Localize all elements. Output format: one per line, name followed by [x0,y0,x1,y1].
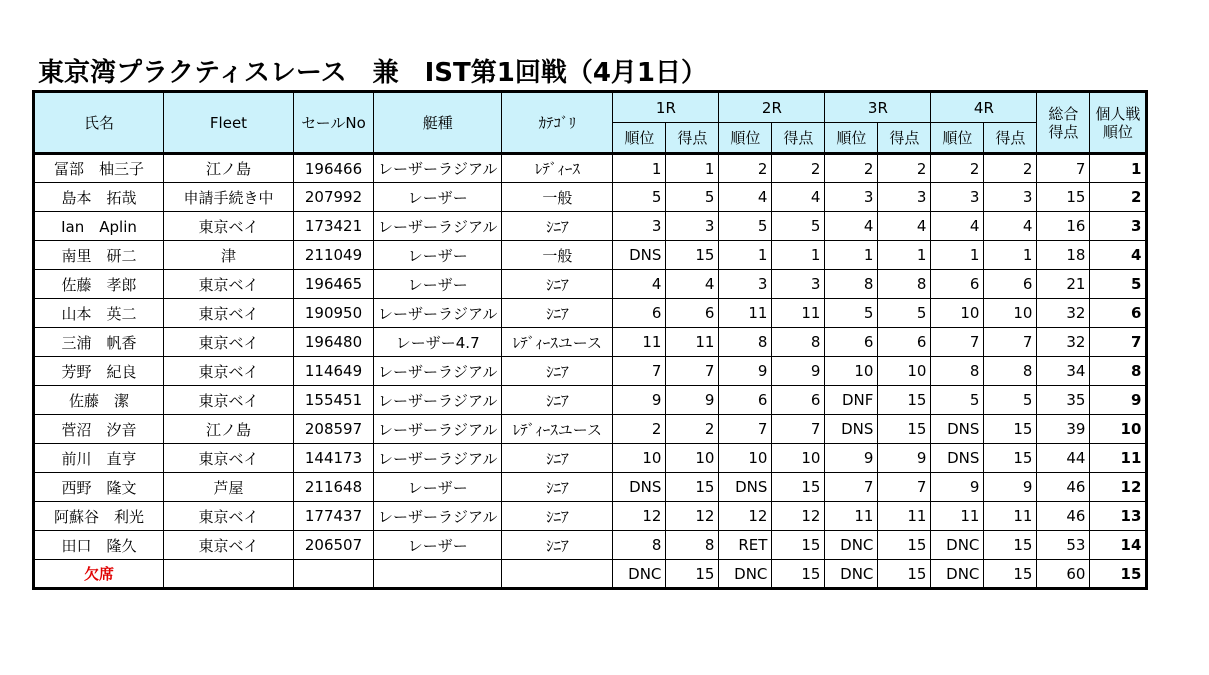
cell-name: 田口 隆久 [34,531,164,560]
cell-race-2-rank: DNC [719,560,772,589]
cell-total: 44 [1037,444,1090,473]
cell-race-2-points: 8 [772,328,825,357]
cell-race-2-rank: 1 [719,241,772,270]
cell-race-2-points: 1 [772,241,825,270]
cell-total: 32 [1037,299,1090,328]
header-r3-rank: 順位 [825,123,878,154]
header-boat-class: 艇種 [374,92,502,154]
cell-race-4-rank: 4 [931,212,984,241]
cell-name: 阿蘇谷 利光 [34,502,164,531]
cell-race-1-rank: 11 [613,328,666,357]
cell-race-1-rank: 3 [613,212,666,241]
cell-race-4-rank: DNS [931,415,984,444]
table-row [34,473,1147,502]
cell-race-2-points: 15 [772,560,825,589]
cell-race-1-rank: 1 [613,154,666,183]
cell-race-1-rank: 7 [613,357,666,386]
cell-race-2-rank: 11 [719,299,772,328]
cell-individual-rank: 9 [1090,386,1147,415]
cell-race-2-points: 7 [772,415,825,444]
cell-race-4-points: 4 [984,212,1037,241]
cell-name: 前川 直亨 [34,444,164,473]
cell-boat-class: レーザー4.7 [374,328,502,357]
cell-race-3-points: 10 [878,357,931,386]
table-row [34,299,1147,328]
cell-fleet: 東京ベイ [164,270,294,299]
cell-race-1-rank: 12 [613,502,666,531]
cell-race-2-points: 6 [772,386,825,415]
cell-fleet: 東京ベイ [164,444,294,473]
cell-race-3-rank: DNC [825,560,878,589]
cell-race-3-points: 1 [878,241,931,270]
cell-race-1-rank: 10 [613,444,666,473]
cell-race-1-points: 3 [666,212,719,241]
cell-race-4-rank: 1 [931,241,984,270]
cell-category: 一般 [502,183,613,212]
cell-race-1-points: 4 [666,270,719,299]
cell-race-2-points: 10 [772,444,825,473]
header-individual-line2: 順位 [1102,122,1133,141]
cell-race-4-points: 11 [984,502,1037,531]
cell-total: 32 [1037,328,1090,357]
cell-fleet: 江ノ島 [164,154,294,183]
cell-race-2-rank: 8 [719,328,772,357]
cell-race-2-rank: 6 [719,386,772,415]
table-row [34,241,1147,270]
cell-race-1-rank: 2 [613,415,666,444]
cell-fleet: 芦屋 [164,473,294,502]
cell-name: 島本 拓哉 [34,183,164,212]
cell-fleet: 江ノ島 [164,415,294,444]
cell-individual-rank: 3 [1090,212,1147,241]
cell-sail-no: 196480 [294,328,374,357]
cell-race-1-points: 15 [666,560,719,589]
cell-race-2-points: 5 [772,212,825,241]
cell-individual-rank: 13 [1090,502,1147,531]
cell-boat-class: レーザー [374,270,502,299]
cell-boat-class: レーザー [374,183,502,212]
cell-race-4-rank: 11 [931,502,984,531]
cell-race-2-rank: DNS [719,473,772,502]
header-name: 氏名 [34,92,164,154]
cell-race-4-rank: 5 [931,386,984,415]
cell-name: 芳野 紀良 [34,357,164,386]
cell-race-3-points: 5 [878,299,931,328]
cell-boat-class: レーザーラジアル [374,415,502,444]
cell-race-1-rank: 8 [613,531,666,560]
cell-individual-rank: 14 [1090,531,1147,560]
cell-race-4-rank: DNS [931,444,984,473]
cell-name: 欠席 [34,560,164,589]
cell-race-4-rank: DNC [931,560,984,589]
cell-boat-class: レーザーラジアル [374,212,502,241]
cell-race-3-points: 7 [878,473,931,502]
table-row [34,386,1147,415]
header-individual-rank [1090,92,1147,154]
cell-fleet [164,560,294,589]
cell-race-4-rank: 6 [931,270,984,299]
cell-race-3-rank: 4 [825,212,878,241]
cell-sail-no: 155451 [294,386,374,415]
cell-race-3-points: 15 [878,386,931,415]
header-category: ｶﾃｺﾞﾘ [502,92,613,154]
cell-race-4-rank: 9 [931,473,984,502]
cell-total: 7 [1037,154,1090,183]
cell-category: ｼﾆｱ [502,357,613,386]
table-row [34,357,1147,386]
cell-race-4-points: 8 [984,357,1037,386]
table-row [34,328,1147,357]
cell-boat-class: レーザーラジアル [374,444,502,473]
table-row [34,531,1147,560]
cell-individual-rank: 4 [1090,241,1147,270]
cell-race-1-points: 10 [666,444,719,473]
table-row [34,270,1147,299]
cell-individual-rank: 7 [1090,328,1147,357]
cell-individual-rank: 1 [1090,154,1147,183]
cell-race-3-points: 15 [878,531,931,560]
cell-name: 西野 隆文 [34,473,164,502]
cell-race-2-points: 15 [772,473,825,502]
header-r2-rank: 順位 [719,123,772,154]
cell-race-4-rank: DNC [931,531,984,560]
header-race-2: 2R [719,92,825,123]
cell-total: 15 [1037,183,1090,212]
table-header [34,92,1147,154]
cell-category: ﾚﾃﾞｨｰｽユース [502,415,613,444]
header-total-line1: 総合 [1048,104,1079,123]
cell-race-1-points: 12 [666,502,719,531]
cell-individual-rank: 6 [1090,299,1147,328]
cell-race-2-rank: 10 [719,444,772,473]
header-race-3: 3R [825,92,931,123]
cell-individual-rank: 8 [1090,357,1147,386]
cell-race-2-points: 3 [772,270,825,299]
cell-name: 冨部 柚三子 [34,154,164,183]
cell-race-2-rank: 12 [719,502,772,531]
cell-race-4-points: 2 [984,154,1037,183]
cell-race-2-rank: 3 [719,270,772,299]
header-total [1037,92,1090,154]
cell-race-1-points: 6 [666,299,719,328]
cell-race-3-rank: 10 [825,357,878,386]
cell-total: 35 [1037,386,1090,415]
cell-race-1-points: 2 [666,415,719,444]
cell-total: 46 [1037,502,1090,531]
cell-race-2-points: 15 [772,531,825,560]
cell-individual-rank: 2 [1090,183,1147,212]
cell-fleet: 津 [164,241,294,270]
cell-fleet: 東京ベイ [164,531,294,560]
cell-sail-no: 144173 [294,444,374,473]
cell-category: ｼﾆｱ [502,444,613,473]
cell-race-4-points: 5 [984,386,1037,415]
cell-race-2-rank: 2 [719,154,772,183]
cell-boat-class: レーザーラジアル [374,357,502,386]
cell-race-1-rank: DNS [613,473,666,502]
cell-boat-class: レーザー [374,473,502,502]
cell-race-3-points: 8 [878,270,931,299]
header-sail-no: セールNo [294,92,374,154]
header-fleet: Fleet [164,92,294,154]
cell-sail-no: 211049 [294,241,374,270]
cell-race-3-rank: 11 [825,502,878,531]
cell-race-4-points: 3 [984,183,1037,212]
cell-race-3-points: 3 [878,183,931,212]
cell-boat-class: レーザーラジアル [374,154,502,183]
cell-boat-class: レーザー [374,531,502,560]
cell-race-2-rank: RET [719,531,772,560]
cell-race-4-rank: 2 [931,154,984,183]
cell-sail-no: 177437 [294,502,374,531]
cell-individual-rank: 5 [1090,270,1147,299]
cell-race-3-rank: 5 [825,299,878,328]
header-r2-points: 得点 [772,123,825,154]
cell-race-1-rank: DNS [613,241,666,270]
cell-race-2-points: 2 [772,154,825,183]
cell-category: ｼﾆｱ [502,502,613,531]
header-total-line2: 得点 [1048,122,1079,141]
cell-sail-no: 208597 [294,415,374,444]
cell-race-1-rank: 5 [613,183,666,212]
table-row [34,502,1147,531]
cell-race-3-points: 4 [878,212,931,241]
cell-category: ｼﾆｱ [502,299,613,328]
cell-total: 34 [1037,357,1090,386]
header-race-1: 1R [613,92,719,123]
cell-race-1-points: 11 [666,328,719,357]
header-r1-points: 得点 [666,123,719,154]
cell-race-1-points: 7 [666,357,719,386]
cell-race-4-rank: 7 [931,328,984,357]
cell-total: 21 [1037,270,1090,299]
cell-race-2-rank: 5 [719,212,772,241]
cell-category: ｼﾆｱ [502,386,613,415]
cell-race-4-points: 10 [984,299,1037,328]
cell-sail-no: 206507 [294,531,374,560]
cell-race-1-rank: 9 [613,386,666,415]
cell-race-4-points: 15 [984,444,1037,473]
cell-name: 三浦 帆香 [34,328,164,357]
cell-individual-rank: 12 [1090,473,1147,502]
cell-race-4-points: 15 [984,531,1037,560]
cell-race-3-rank: 9 [825,444,878,473]
cell-individual-rank: 10 [1090,415,1147,444]
cell-category: ｼﾆｱ [502,270,613,299]
cell-race-2-rank: 9 [719,357,772,386]
cell-race-1-points: 9 [666,386,719,415]
cell-name: Ian Aplin [34,212,164,241]
header-r4-rank: 順位 [931,123,984,154]
cell-race-4-points: 15 [984,415,1037,444]
header-r1-rank: 順位 [613,123,666,154]
cell-sail-no: 196465 [294,270,374,299]
table-body [34,154,1147,589]
cell-category: ﾚﾃﾞｨｰｽユース [502,328,613,357]
cell-category: ﾚﾃﾞｨｰｽ [502,154,613,183]
cell-race-2-points: 12 [772,502,825,531]
cell-race-3-points: 15 [878,415,931,444]
header-r3-points: 得点 [878,123,931,154]
cell-race-1-points: 8 [666,531,719,560]
cell-race-3-rank: 1 [825,241,878,270]
cell-race-3-rank: 2 [825,154,878,183]
cell-name: 南里 研二 [34,241,164,270]
cell-boat-class: レーザー [374,241,502,270]
cell-race-1-points: 5 [666,183,719,212]
cell-sail-no [294,560,374,589]
cell-fleet: 申請手続き中 [164,183,294,212]
cell-total: 18 [1037,241,1090,270]
cell-race-3-rank: DNC [825,531,878,560]
cell-total: 53 [1037,531,1090,560]
cell-total: 39 [1037,415,1090,444]
cell-race-4-rank: 3 [931,183,984,212]
table-row [34,444,1147,473]
cell-race-2-rank: 7 [719,415,772,444]
cell-sail-no: 211648 [294,473,374,502]
cell-race-2-rank: 4 [719,183,772,212]
cell-race-2-points: 11 [772,299,825,328]
cell-sail-no: 190950 [294,299,374,328]
cell-category: ｼﾆｱ [502,473,613,502]
cell-fleet: 東京ベイ [164,328,294,357]
table-row [34,183,1147,212]
cell-category [502,560,613,589]
header-individual-line1: 個人戦 [1095,104,1141,123]
page-title: 東京湾プラクティスレース 兼 IST第1回戦（4月1日） [38,58,708,88]
cell-boat-class: レーザーラジアル [374,502,502,531]
cell-fleet: 東京ベイ [164,299,294,328]
cell-race-4-points: 6 [984,270,1037,299]
cell-race-1-rank: 4 [613,270,666,299]
cell-fleet: 東京ベイ [164,357,294,386]
cell-category: ｼﾆｱ [502,531,613,560]
cell-race-4-points: 15 [984,560,1037,589]
cell-total: 46 [1037,473,1090,502]
table-row [34,560,1147,589]
cell-name: 佐藤 潔 [34,386,164,415]
table-row [34,154,1147,183]
cell-race-3-rank: 8 [825,270,878,299]
cell-race-1-rank: DNC [613,560,666,589]
cell-race-4-points: 9 [984,473,1037,502]
cell-race-2-points: 9 [772,357,825,386]
cell-name: 菅沼 汐音 [34,415,164,444]
cell-race-1-rank: 6 [613,299,666,328]
cell-boat-class: レーザーラジアル [374,299,502,328]
cell-total: 16 [1037,212,1090,241]
cell-race-4-rank: 8 [931,357,984,386]
cell-sail-no: 173421 [294,212,374,241]
table-row [34,212,1147,241]
header-race-4: 4R [931,92,1037,123]
cell-sail-no: 196466 [294,154,374,183]
cell-race-3-rank: 6 [825,328,878,357]
cell-boat-class: レーザーラジアル [374,386,502,415]
cell-name: 佐藤 孝郎 [34,270,164,299]
cell-race-3-points: 15 [878,560,931,589]
cell-category: 一般 [502,241,613,270]
cell-individual-rank: 11 [1090,444,1147,473]
cell-sail-no: 114649 [294,357,374,386]
cell-fleet: 東京ベイ [164,502,294,531]
cell-race-1-points: 15 [666,241,719,270]
cell-race-3-rank: 7 [825,473,878,502]
cell-race-3-rank: 3 [825,183,878,212]
cell-race-4-rank: 10 [931,299,984,328]
cell-race-3-points: 2 [878,154,931,183]
cell-sail-no: 207992 [294,183,374,212]
cell-race-3-points: 9 [878,444,931,473]
cell-boat-class [374,560,502,589]
cell-race-3-rank: DNS [825,415,878,444]
cell-race-2-points: 4 [772,183,825,212]
cell-name: 山本 英二 [34,299,164,328]
cell-race-1-points: 15 [666,473,719,502]
table-row [34,415,1147,444]
cell-race-3-points: 6 [878,328,931,357]
cell-race-1-points: 1 [666,154,719,183]
cell-total: 60 [1037,560,1090,589]
cell-race-4-points: 1 [984,241,1037,270]
cell-race-3-rank: DNF [825,386,878,415]
cell-fleet: 東京ベイ [164,386,294,415]
cell-fleet: 東京ベイ [164,212,294,241]
cell-individual-rank: 15 [1090,560,1147,589]
header-r4-points: 得点 [984,123,1037,154]
cell-category: ｼﾆｱ [502,212,613,241]
cell-race-3-points: 11 [878,502,931,531]
cell-race-4-points: 7 [984,328,1037,357]
results-table [32,90,1148,590]
